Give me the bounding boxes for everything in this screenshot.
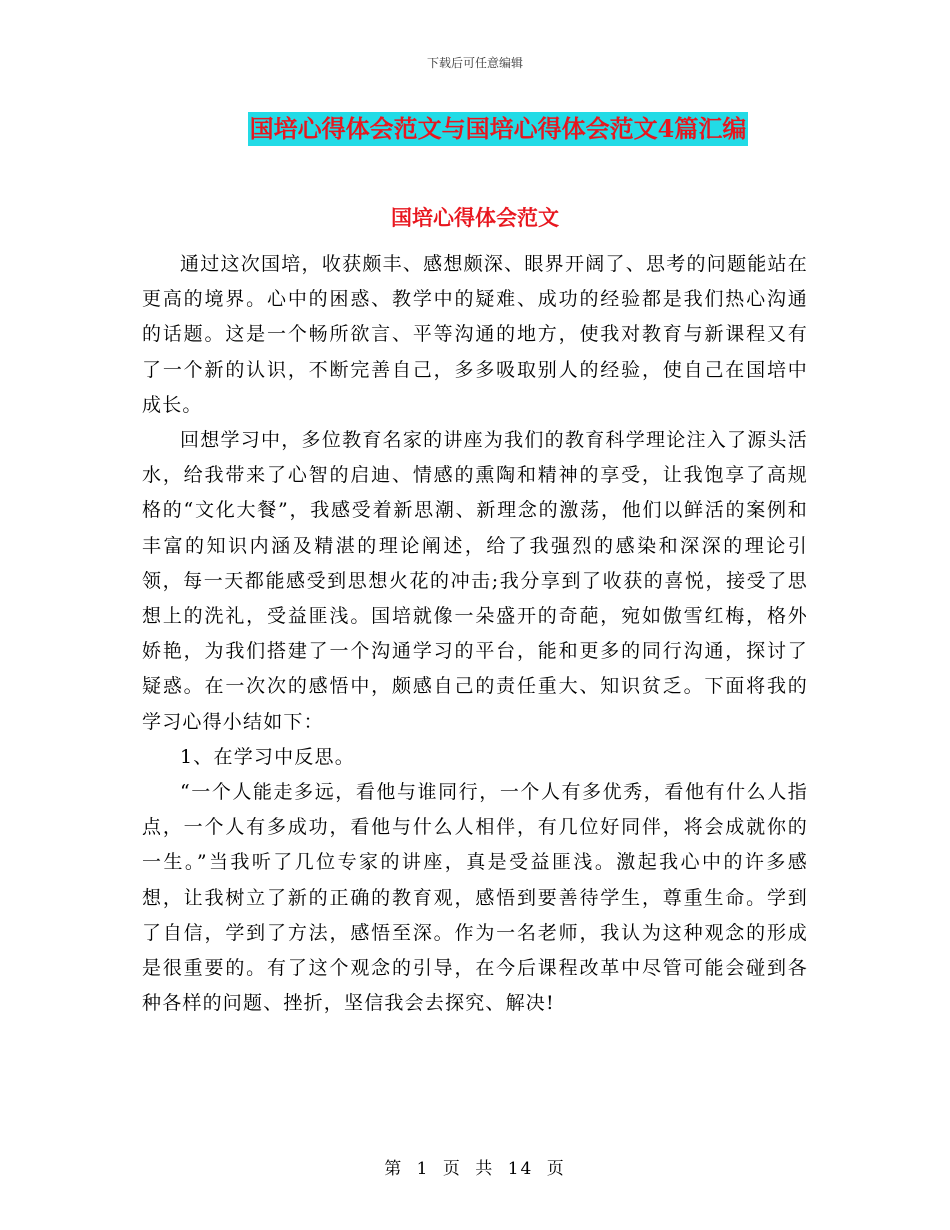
body-paragraph: 通过这次国培，收获颇丰、感想颇深、眼界开阔了、思考的问题能站在更高的境界。心中的困惑、教学中的疑难、成功的经验都是我们热心沟通的话题。这是一个畅所欲言、平等沟通的地方，使我对教育与新课程又有了一个新的认识，不断完善自己，多多吸取别人的经验，使自己在国培中成长。: [142, 253, 808, 416]
list-heading: 1、在学习中反思。: [180, 745, 355, 768]
document-title: 国培心得体会范文与国培心得体会范文4篇汇编: [248, 112, 749, 146]
body-paragraph: 回想学习中，多位教育名家的讲座为我们的教育科学理论注入了源头活水，给我带来了心智的启迪、情感的熏陶和精神的享受，让我饱享了高规格的“文化大餐”，我感受着新思潮、新理念的激荡，他们以鲜活的案例和丰富的知识内涵及精湛的理论阐述，给了我强烈的感染和深深的理论引领，每一天都能感受到思想火花的冲击;我分享到了收获的喜悦，接受了思想上的洗礼，受益匪浅。国培就像一朵盛开的奇葩，宛如傲雪红梅，格外娇艳，为我们搭建了一个沟通学习的平台，能和更多的同行沟通，探讨了疑惑。在一次次的感悟中，颇感自己的责任重大、知识贫乏。下面将我的学习心得小结如下：: [142, 429, 808, 733]
document-title-container: [0, 112, 950, 146]
section-title: 国培心得体会范文: [391, 205, 559, 230]
page-number-footer: 第 1 页 共 14 页: [384, 1159, 566, 1179]
body-paragraph: “一个人能走多远，看他与谁同行，一个人有多优秀，看他有什么人指点，一个人有多成功，看他与什么人相伴，有几位好同伴，将会成就你的一生。”当我听了几位专家的讲座，真是受益匪浅。激起我心中的许多感想，让我树立了新的正确的教育观，感悟到要善待学生，尊重生命。学到了自信，学到了方法，感悟至深。作为一名老师，我认为这种观念的形成是很重要的。有了这个观念的引导，在今后课程改革中尽管可能会碰到各种各样的问题、挫折，坚信我会去探究、解决!: [142, 781, 808, 1015]
header-note: 下载后可任意编辑: [426, 56, 523, 70]
document-body: [142, 247, 808, 1021]
